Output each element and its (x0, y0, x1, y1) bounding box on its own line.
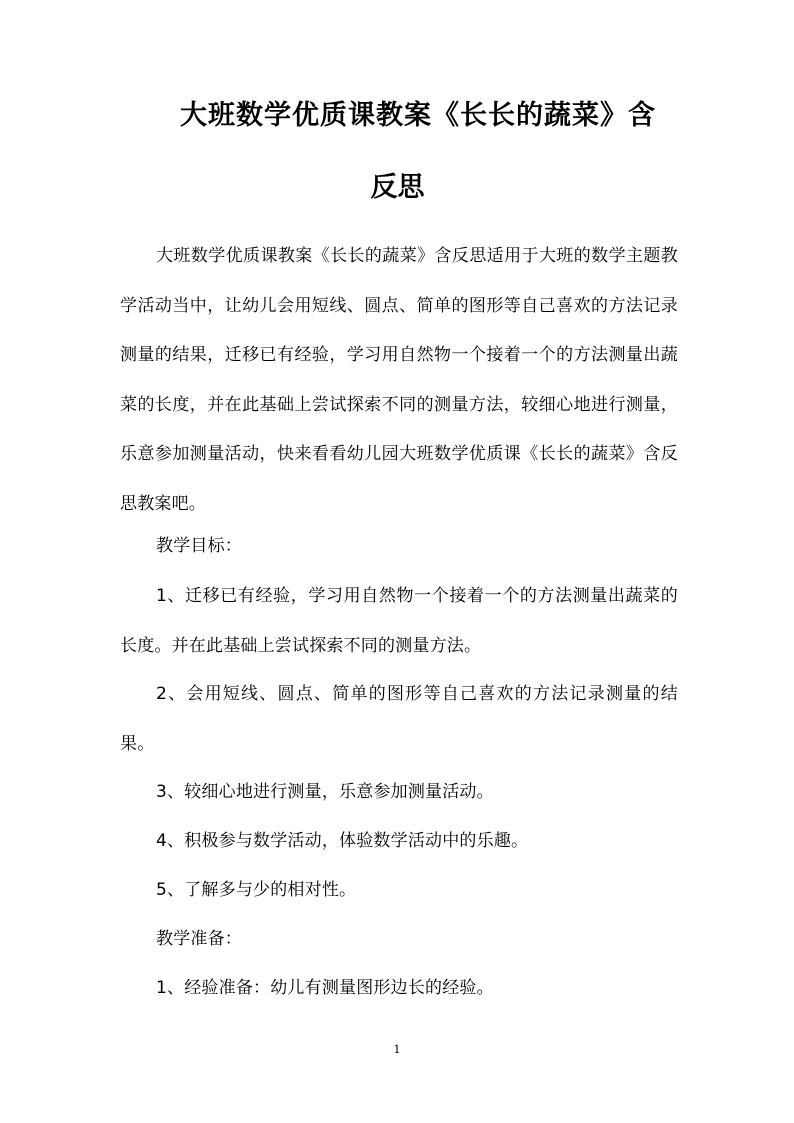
page-number: 1 (393, 1043, 401, 1056)
goal-item-5: 5、了解多与少的相对性。 (156, 880, 357, 900)
intro-paragraph: 大班数学优质课教案《长长的蔬菜》含反思适用于大班的数学主题教学活动当中，让幼儿会用短线、圆点、简单的图形等自己喜欢的方法记录测量的结果，迁移已有经验，学习用自然物一个接着一个的方法测量出蔬菜的长度，并在此基础上尝试探索不同的测量方法，较细心地进行测量，乐意参加测量活动，快来看看幼儿园大班数学优质课《长长的蔬菜》含反思教案吧。 (120, 246, 678, 514)
goals-heading: 教学目标： (156, 536, 242, 556)
goal-item-1: 1、迁移已有经验，学习用自然物一个接着一个的方法测量出蔬菜的长度。并在此基础上尝试探索不同的测量方法。 (120, 586, 678, 656)
document-title-line-2: 反思 (370, 172, 425, 203)
prep-heading: 教学准备： (156, 929, 242, 949)
document-title-line-1: 大班数学优质课教案《长长的蔬菜》含 (180, 100, 656, 131)
goal-item-3: 3、较细心地进行测量，乐意参加测量活动。 (156, 782, 494, 802)
goal-item-4: 4、积极参与数学活动，体验数学活动中的乐趣。 (156, 831, 529, 851)
goal-item-2: 2、会用短线、圆点、简单的图形等自己喜欢的方法记录测量的结果。 (120, 684, 678, 754)
prep-item-1: 1、经验准备：幼儿有测量图形边长的经验。 (156, 978, 494, 998)
